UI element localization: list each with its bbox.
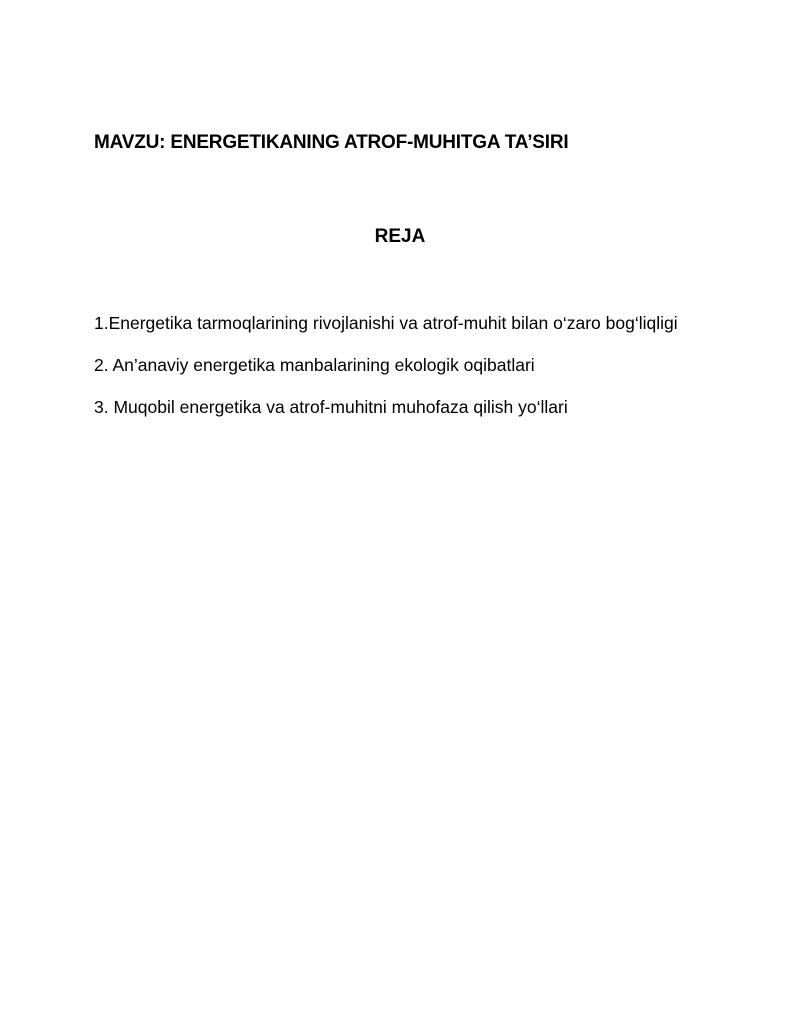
plan-heading: REJA — [374, 226, 426, 247]
document-title: MAVZU: ENERGETIKANING ATROF-MUHITGA TA’SIRI — [94, 132, 569, 153]
plan-list — [94, 309, 705, 435]
plan-item-2: 2. An’anaviy energetika manbalarining ekologik oqibatlari — [94, 355, 535, 375]
plan-item-1: 1.Energetika tarmoqlarining rivojlanishi va atrof-muhit bilan o‘zaro bog‘liqligi — [94, 313, 678, 333]
plan-item-3: 3. Muqobil energetika va atrof-muhitni muhofaza qilish yo‘llari — [94, 397, 568, 417]
